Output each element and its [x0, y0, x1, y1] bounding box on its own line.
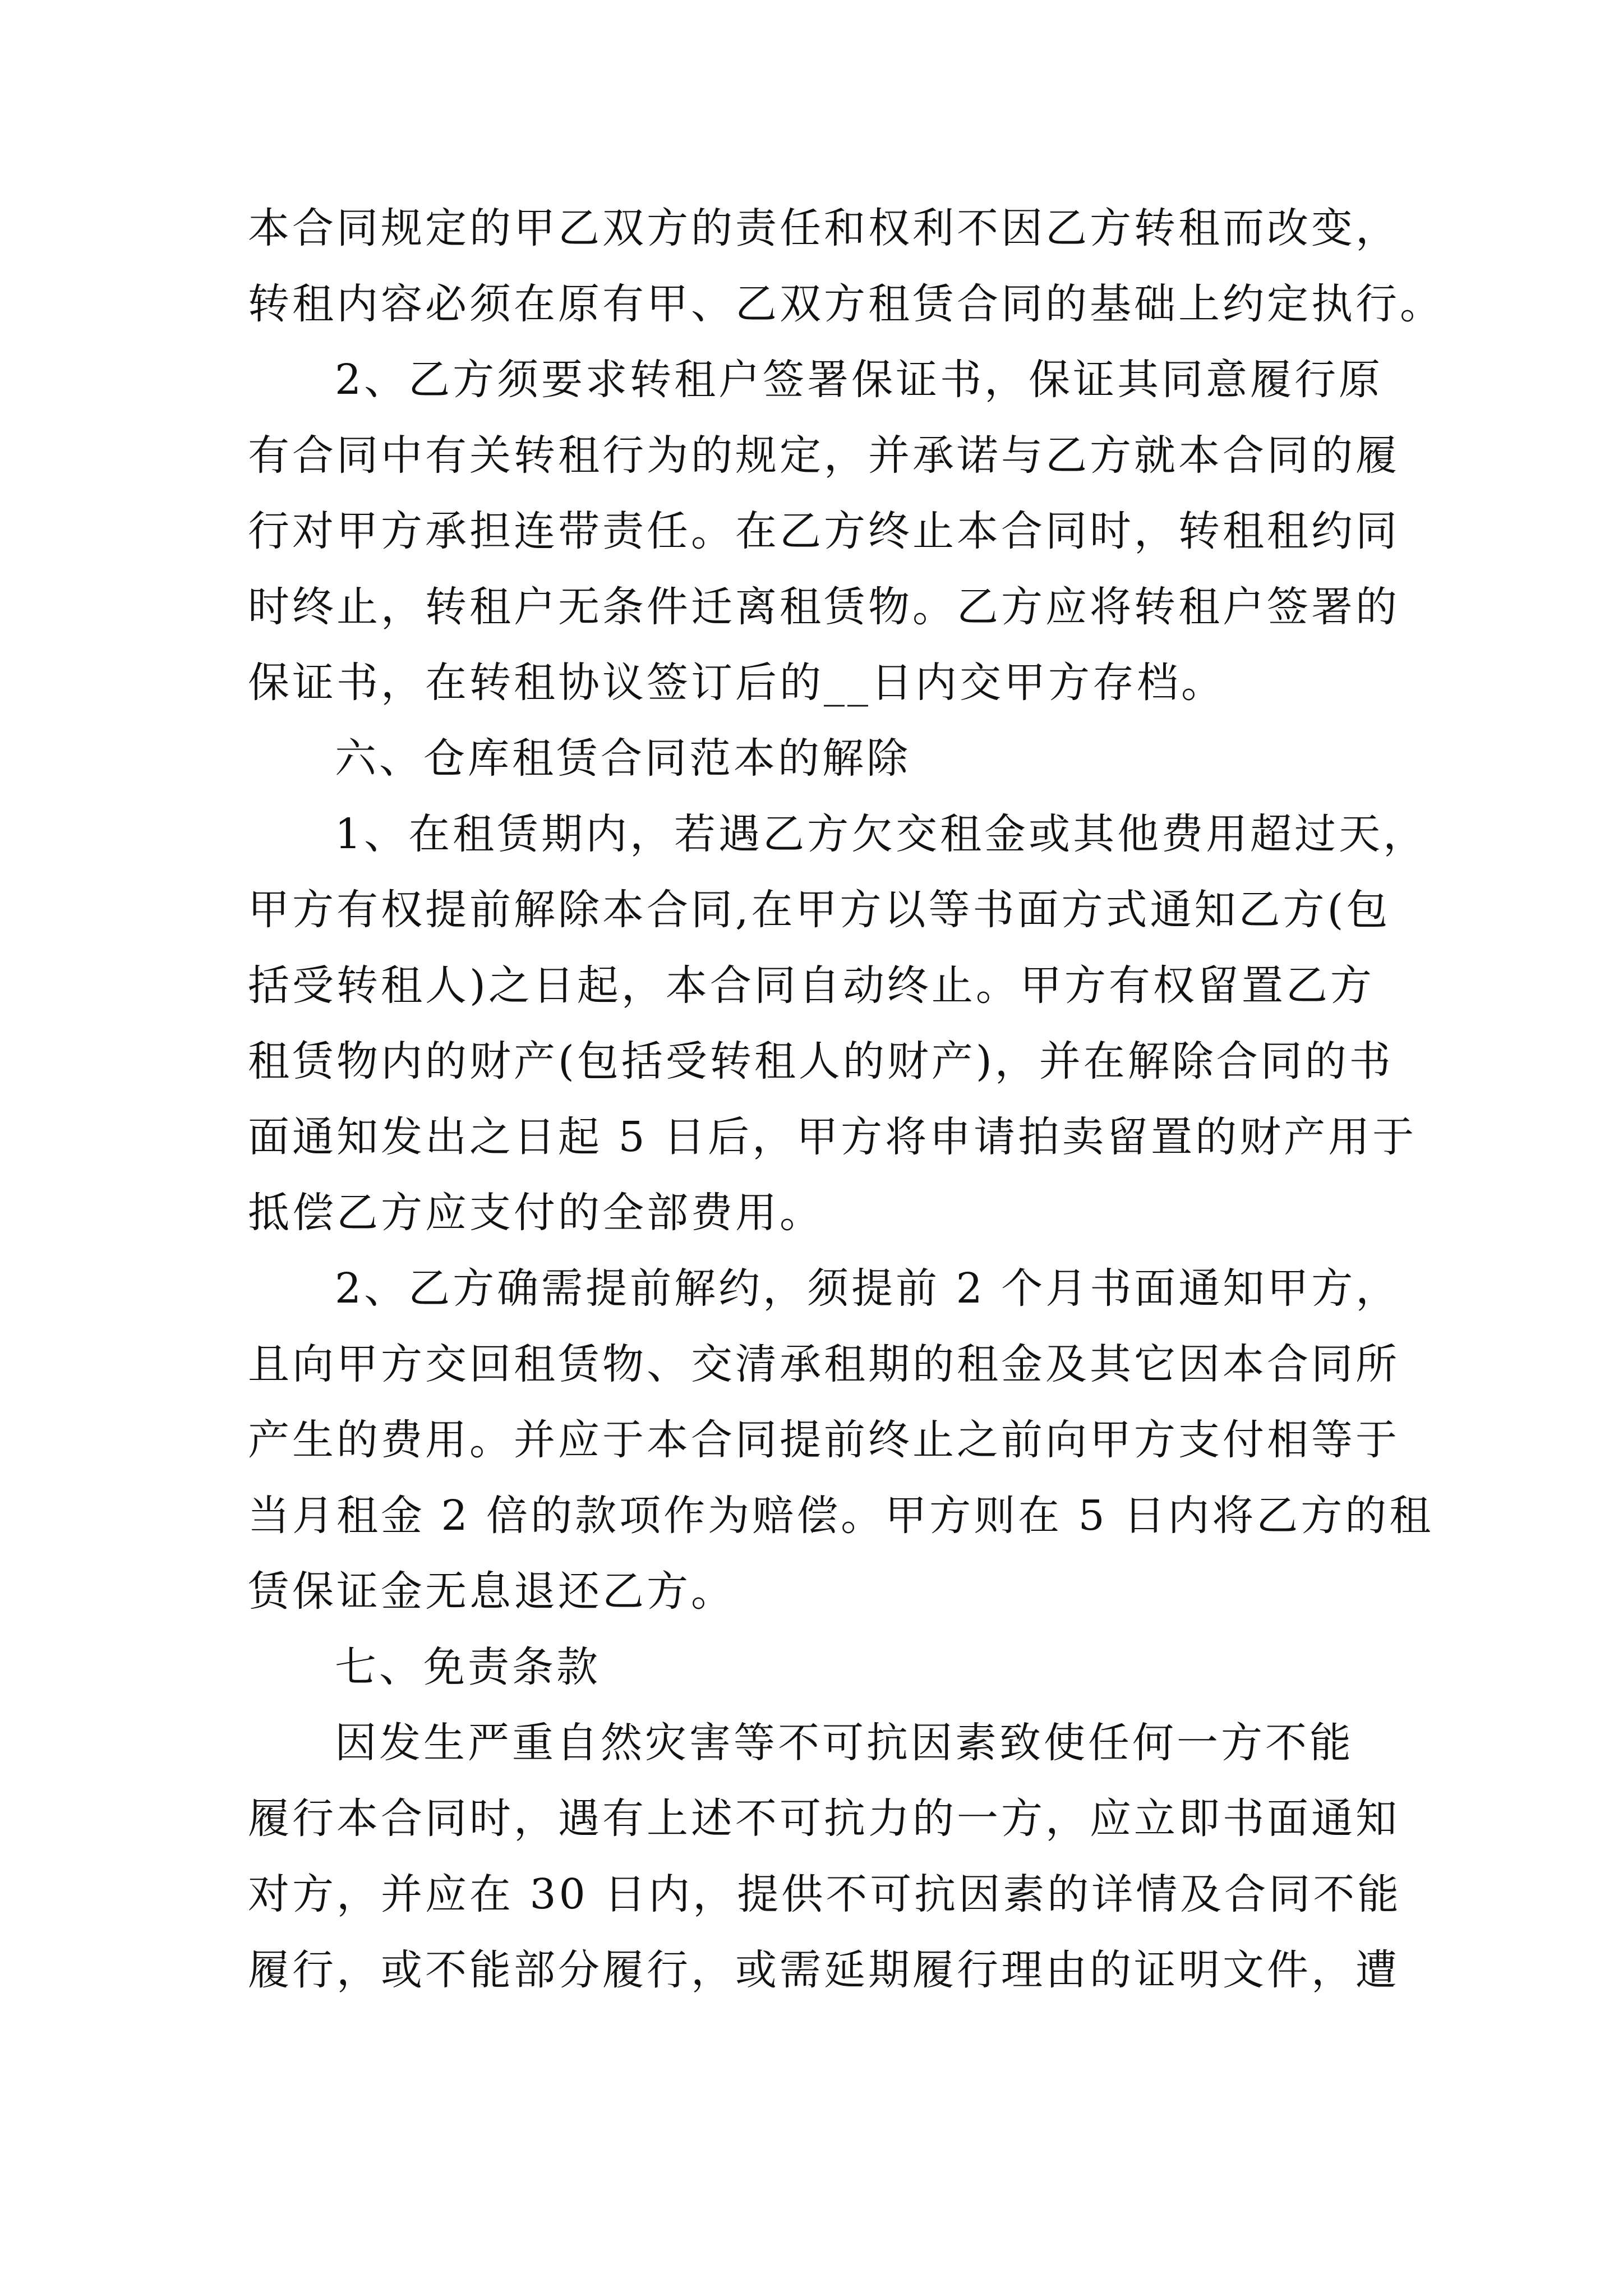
text-line: 当月租金 2 倍的款项作为赔偿。甲方则在 5 日内将乙方的租 — [248, 1492, 1434, 1540]
text-line: 履行本合同时，遇有上述不可抗力的一方，应立即书面通知 — [248, 1795, 1400, 1843]
text-line: 因发生严重自然灾害等不可抗因素致使任何一方不能 — [335, 1719, 1354, 1767]
text-line: 时终止，转租户无条件迁离租赁物。乙方应将转租户签署的 — [248, 583, 1400, 631]
text-line: 2、乙方确需提前解约，须提前 2 个月书面通知甲方， — [335, 1264, 1400, 1313]
text-line: 转租内容必须在原有甲、乙双方租赁合同的基础上约定执行。 — [248, 280, 1444, 328]
text-line: 2、乙方须要求转租户签署保证书，保证其同意履行原 — [335, 356, 1384, 404]
text-line: 产生的费用。并应于本合同提前终止之前向甲方支付相等于 — [248, 1416, 1400, 1464]
text-line: 抵偿乙方应支付的全部费用。 — [248, 1189, 824, 1237]
contract-body — [248, 191, 1444, 2008]
text-line: 甲方有权提前解除本合同,在甲方以等书面方式通知乙方(包 — [248, 886, 1391, 934]
text-line: 履行，或不能部分履行，或需延期履行理由的证明文件，遭 — [248, 1946, 1400, 1994]
section-heading: 七、免责条款 — [335, 1643, 601, 1691]
text-line: 1、在租赁期内，若遇乙方欠交租金或其他费用超过天， — [335, 810, 1428, 858]
text-line: 租赁物内的财产(包括受转租人的财产)，并在解除合同的书 — [248, 1037, 1394, 1085]
text-line: 本合同规定的甲乙双方的责任和权利不因乙方转租而改变， — [248, 204, 1400, 252]
text-line: 括受转租人)之日起，本合同自动终止。甲方有权留置乙方 — [248, 961, 1375, 1010]
text-line: 对方，并应在 30 日内，提供不可抗因素的详情及合同不能 — [248, 1870, 1402, 1918]
text-line: 保证书，在转租协议签订后的__日内交甲方存档。 — [248, 659, 1225, 707]
text-line: 有合同中有关转租行为的规定，并承诺与乙方就本合同的履 — [248, 431, 1400, 480]
text-line: 面通知发出之日起 5 日后，甲方将申请拍卖留置的财产用于 — [248, 1113, 1417, 1161]
section-heading: 六、仓库租赁合同范本的解除 — [335, 734, 911, 783]
text-line: 且向甲方交回租赁物、交清承租期的租金及其它因本合同所 — [248, 1340, 1400, 1388]
text-line: 行对甲方承担连带责任。在乙方终止本合同时，转租租约同 — [248, 507, 1400, 555]
text-line: 赁保证金无息退还乙方。 — [248, 1567, 735, 1616]
